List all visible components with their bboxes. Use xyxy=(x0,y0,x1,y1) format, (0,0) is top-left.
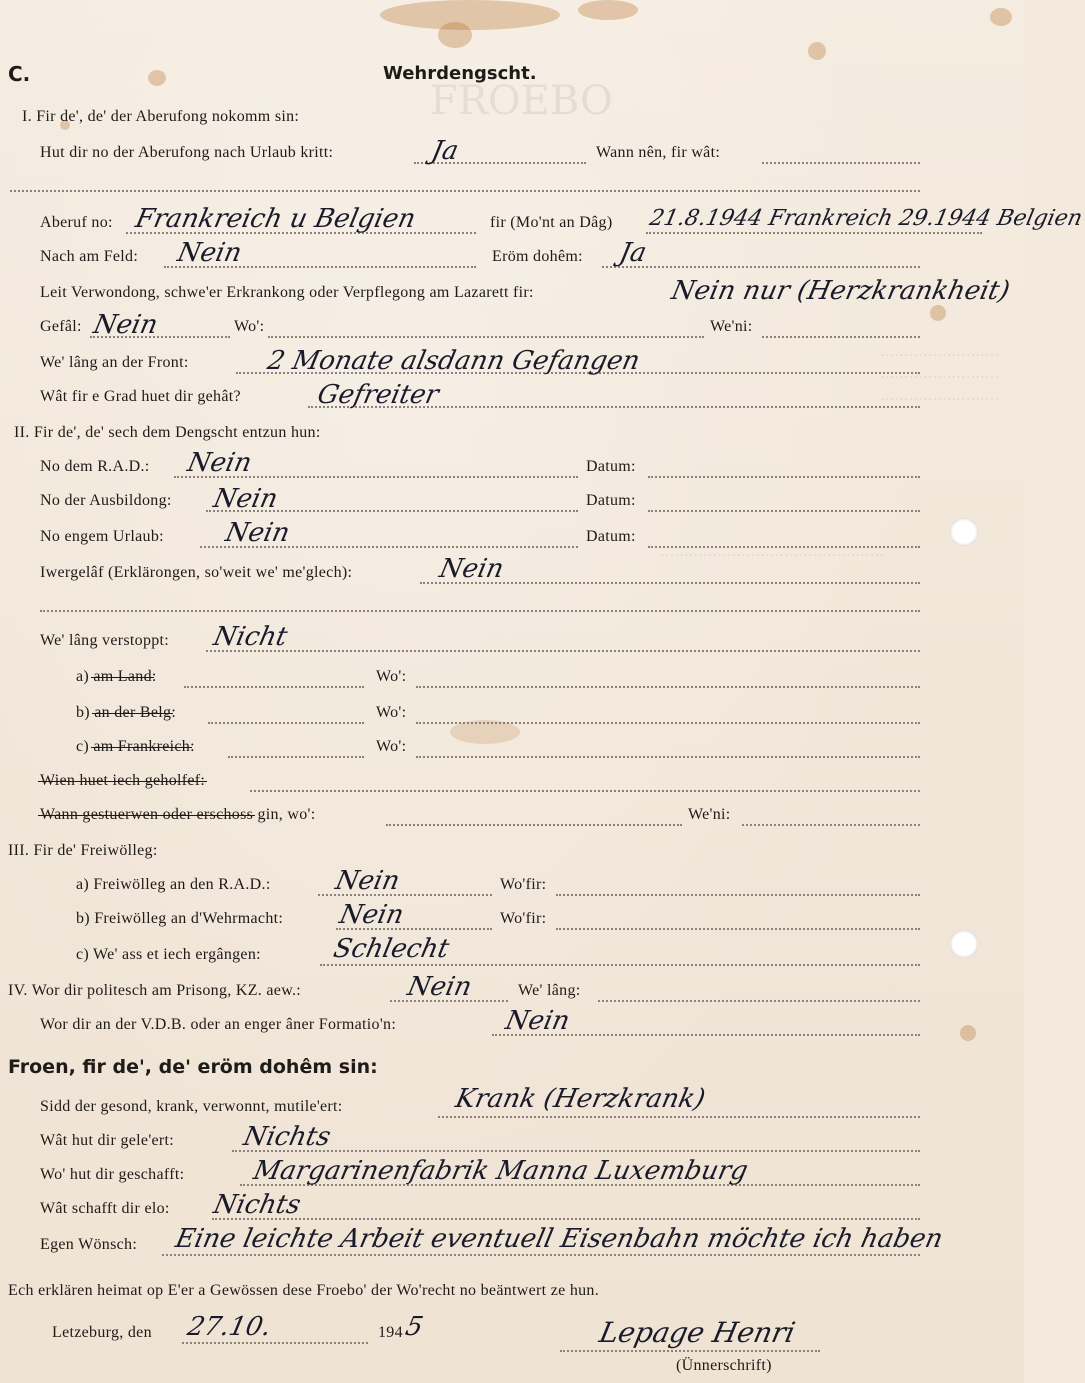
struck-option-text: am Frankreich xyxy=(93,738,191,755)
dotted-field-line xyxy=(416,686,920,688)
bleed-through-text: ............................................... xyxy=(660,542,885,560)
dotted-field-line xyxy=(268,336,704,338)
front-answer: 2 Monate alsdann Gefangen xyxy=(264,346,643,376)
datum-label: Datum: xyxy=(586,528,636,545)
datum-label: Datum: xyxy=(586,492,636,509)
home-heading: Froen, fir de', de' eröm dohêm sin: xyxy=(8,1056,378,1078)
paper-stain xyxy=(438,22,472,48)
bleed-through-text: FROEBO xyxy=(430,78,613,124)
aberuf-answer: Frankreich u Belgien xyxy=(132,204,419,234)
dotted-field-line xyxy=(232,1150,920,1152)
wofir-label: Wo'fir: xyxy=(500,910,547,927)
wo-label: Wo': xyxy=(376,704,407,721)
signature-line xyxy=(560,1350,820,1352)
ergangen-answer: Schlecht xyxy=(330,934,452,964)
declaration-text: Ech erklären heimat op E'er a Gewössen dese Froebo' der Wo'recht no beäntwert ze hun. xyxy=(8,1282,600,1299)
wann-gestuerwen-label xyxy=(40,806,315,824)
verstoppt-b: b) an der Belg: xyxy=(76,704,177,721)
prisong-label: IV. Wor dir politesch am Prisong, KZ. aew.: xyxy=(8,982,302,999)
rad-answer: Nein xyxy=(184,448,255,478)
prisong-answer: Nein xyxy=(404,972,475,1002)
paper-stain xyxy=(578,0,638,20)
weni-label: We'ni: xyxy=(688,806,731,823)
signature-caption: (Ünnerschrift) xyxy=(676,1357,772,1374)
geschafft-label: Wo' hut dir geschafft: xyxy=(40,1166,185,1183)
form-title: Wehrdengscht. xyxy=(383,63,537,84)
verstoppt-c: c) am Frankreich: xyxy=(76,738,195,755)
dotted-field-line xyxy=(416,756,920,758)
verstoppt-a: a) am Land: xyxy=(76,668,157,685)
dotted-field-line xyxy=(10,190,920,192)
dotted-field-line xyxy=(648,476,920,478)
geschafft-answer: Margarinenfabrik Manna Luxemburg xyxy=(250,1156,751,1186)
gesond-label: Sidd der gesond, krank, verwonnt, mutile'ert: xyxy=(40,1098,343,1115)
freiwolleg-rad-answer: Nein xyxy=(332,866,403,896)
place-label: Letzeburg, den xyxy=(52,1324,152,1341)
dotted-field-line xyxy=(438,1116,920,1118)
paper-stain xyxy=(960,1025,976,1041)
dotted-field-line xyxy=(416,722,920,724)
section-ii-heading: II. Fir de', de' sech dem Dengscht entzun hun: xyxy=(14,424,321,441)
section-i-heading: I. Fir de', de' der Aberufong nokomm sin: xyxy=(22,108,300,125)
dotted-field-line xyxy=(208,722,364,724)
struck-option-text: an der Belg xyxy=(94,704,172,721)
dotted-field-line xyxy=(228,756,364,758)
struck-label-text: Wann gestuerwen oder erschoss xyxy=(40,806,254,823)
option-prefix: c) xyxy=(76,738,90,755)
urlaub-ii-answer: Nein xyxy=(222,518,293,548)
leit-label: Leit Verwondong, schwe'er Erkrankong oder Verpflegong am Lazarett fir: xyxy=(40,284,534,301)
urlaub-label: Hut dir no der Aberufong nach Urlaub kritt: xyxy=(40,144,334,161)
section-iii-heading: III. Fir de' Freiwölleg: xyxy=(8,842,158,859)
elo-label: Wât schafft dir elo: xyxy=(40,1200,170,1217)
date-answer: 27.10. xyxy=(184,1312,274,1342)
dotted-field-line xyxy=(762,162,920,164)
ausbildong-answer: Nein xyxy=(210,484,281,514)
label-rest: gin, wo': xyxy=(257,806,316,823)
vdb-label: Wor dir an der V.D.B. oder an enger âner Formatio'n: xyxy=(40,1016,397,1033)
paper-stain xyxy=(930,305,946,321)
wofir-label: Wo'fir: xyxy=(500,876,547,893)
verstoppt-answer: Nicht xyxy=(210,622,291,652)
dotted-field-line xyxy=(184,686,364,688)
wien-label xyxy=(40,772,205,790)
dotted-field-line xyxy=(556,894,920,896)
wo-label: Wo': xyxy=(376,738,407,755)
wonsch-label: Egen Wönsch: xyxy=(40,1236,138,1253)
rad-label: No dem R.A.D.: xyxy=(40,458,150,475)
dotted-field-line xyxy=(320,964,920,966)
vdb-answer: Nein xyxy=(502,1006,573,1036)
geleert-label: Wât hut dir gele'ert: xyxy=(40,1132,175,1149)
gefal-answer: Nein xyxy=(90,310,161,340)
freiwolleg-wehrmacht-label: b) Freiwölleg an d'Wehrmacht: xyxy=(76,910,284,927)
gesond-answer: Krank (Herzkrank) xyxy=(452,1084,708,1114)
front-label: We' lâng an der Front: xyxy=(40,354,189,371)
year-prefix: 194 xyxy=(378,1324,403,1341)
dotted-field-line xyxy=(762,336,920,338)
year-digit: 5 xyxy=(402,1312,426,1342)
dotted-field-line xyxy=(646,232,982,234)
wann-nen-label: Wann nên, fir wât: xyxy=(596,144,721,161)
dotted-field-line xyxy=(742,824,920,826)
iwergelaf-answer: Nein xyxy=(436,554,507,584)
dotted-field-line xyxy=(386,824,682,826)
dotted-field-line xyxy=(182,1342,368,1344)
gefal-label: Gefâl: xyxy=(40,318,82,335)
elo-answer: Nichts xyxy=(210,1190,304,1220)
grad-answer: Gefreiter xyxy=(314,380,442,410)
feld-label: Nach am Feld: xyxy=(40,248,139,265)
erom-label: Eröm dohêm: xyxy=(492,248,583,265)
option-prefix: a) xyxy=(76,668,90,685)
grad-label: Wât fir e Grad huet dir gehât? xyxy=(40,388,241,405)
bleed-through-text: ......................... ......................... ......................... xyxy=(880,342,1000,404)
verstoppt-label: We' lâng verstoppt: xyxy=(40,632,170,649)
iwergelaf-label: Iwergelâf (Erklärongen, so'weit we' me'glech): xyxy=(40,564,353,581)
freiwolleg-rad-label: a) Freiwölleg an den R.A.D.: xyxy=(76,876,271,893)
dotted-field-line xyxy=(598,1000,920,1002)
section-letter: C. xyxy=(8,62,31,86)
freiwolleg-wehrmacht-answer: Nein xyxy=(336,900,407,930)
urlaub-ii-label: No engem Urlaub: xyxy=(40,528,164,545)
dotted-field-line xyxy=(206,650,920,652)
feld-answer: Nein xyxy=(174,238,245,268)
datum-label: Datum: xyxy=(586,458,636,475)
signature: Lepage Henri xyxy=(596,1316,799,1349)
dotted-field-line xyxy=(250,790,920,792)
fir-mont-answer: 21.8.1944 Frankreich 29.1944 Belgien xyxy=(647,206,1085,231)
dotted-field-line xyxy=(602,266,920,268)
punch-hole xyxy=(950,518,978,546)
wo-label: Wo': xyxy=(376,668,407,685)
leit-answer: Nein nur (Herzkrankheit) xyxy=(668,276,1013,306)
struck-label-text: Wien huet iech geholfef: xyxy=(40,772,206,789)
dotted-field-line xyxy=(648,510,920,512)
fir-mont-label: fir (Mo'nt an Dâg) xyxy=(490,214,613,231)
ergangen-label: c) We' ass et iech ergângen: xyxy=(76,946,261,963)
paper-stain xyxy=(990,8,1012,26)
erom-answer: Ja xyxy=(616,238,650,268)
struck-option-text: am Land xyxy=(93,668,152,685)
ausbildong-label: No der Ausbildong: xyxy=(40,492,172,509)
paper-stain xyxy=(380,0,560,30)
geleert-answer: Nichts xyxy=(240,1122,334,1152)
dotted-field-line xyxy=(162,1254,920,1256)
welang-label: We' lâng: xyxy=(518,982,581,999)
option-prefix: b) xyxy=(76,704,90,721)
dotted-field-line xyxy=(556,928,920,930)
weni-label: We'ni: xyxy=(710,318,753,335)
wonsch-answer: Eine leichte Arbeit eventuell Eisenbahn möchte ich haben xyxy=(172,1224,946,1254)
aberuf-label: Aberuf no: xyxy=(40,214,113,231)
wo-label: Wo': xyxy=(234,318,265,335)
paper-stain xyxy=(148,70,166,86)
urlaub-answer: Ja xyxy=(428,136,462,166)
paper-stain xyxy=(808,42,826,60)
dotted-field-line xyxy=(648,546,920,548)
dotted-field-line xyxy=(212,1218,920,1220)
dotted-field-line xyxy=(40,610,920,612)
punch-hole xyxy=(950,930,978,958)
